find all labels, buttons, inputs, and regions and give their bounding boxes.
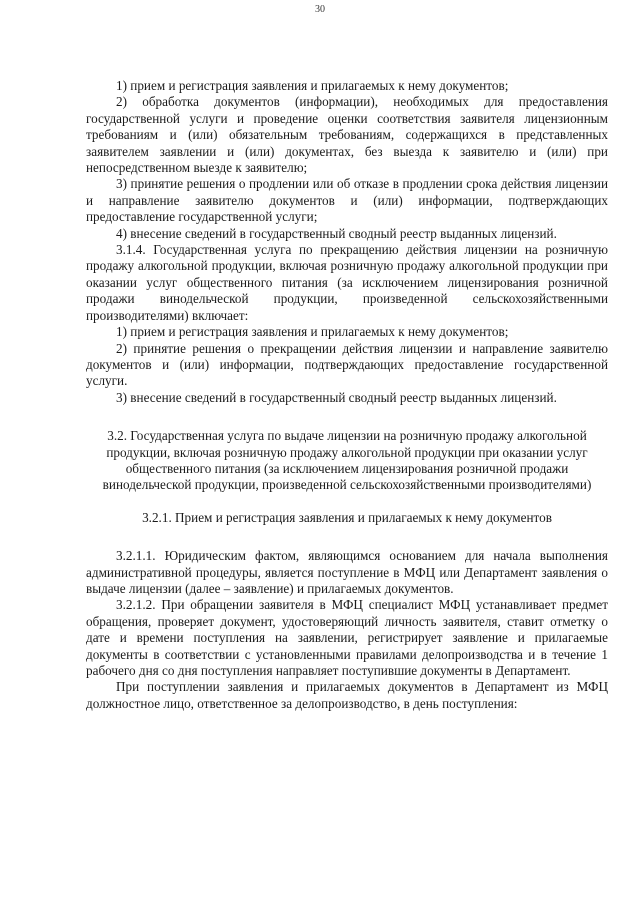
paragraph: 2) обработка документов (информации), необходимых для предоставления государственной услуги и проведение оценки соответствия заявителя лицензионным требованиям и (или) обязательным требованиям, содержащихся в представленных заявителем заявлении и (или) документах, без выезда к заявителю и (или) при непосредственном выезде к заявителю;: [86, 94, 608, 176]
paragraph: 3.2.1.2. При обращении заявителя в МФЦ специалист МФЦ устанавливает предмет обращения, проверяет документ, удостоверяющий личность заявителя, ставит отметку о дате и времени поступления на заявлении, регистрирует заявление и прилагаемые документы в соответствии с установленными правилами делопроизводства и в течение 1 рабочего дня со дня поступления направляет поступившие документы в Департамент.: [86, 597, 608, 678]
paragraph: 3.2.1.1. Юридическим фактом, являющимся основанием для начала выполнения административной процедуры, является поступление в МФЦ или Департамент заявления о выдаче лицензии (далее – заявление) и прилагаемых документов.: [86, 548, 608, 596]
section-heading: 3.2. Государственная услуга по выдаче лицензии на розничную продажу алкогольной продукции, включая розничную продажу алкогольной продукции при оказании услуг общественного питания (за исключением лицензирования розничной продажи винодельческой продукции, произведенной сельскохозяйственными производителями): [102, 428, 592, 493]
document-body: [86, 78, 608, 712]
paragraph: 4) внесение сведений в государственный сводный реестр выданных лицензий.: [116, 225, 557, 241]
subsection-heading: 3.2.1. Прием и регистрация заявления и прилагаемых к нему документов: [142, 509, 552, 525]
page-number: 30: [315, 4, 325, 15]
paragraph: 3) принятие решения о продлении или об отказе в продлении срока действия лицензии и направление заявителю документов и (или) информации, подтверждающих предоставление государственной услуги;: [86, 176, 608, 225]
paragraph: 3) внесение сведений в государственный сводный реестр выданных лицензий.: [116, 389, 557, 405]
paragraph: При поступлении заявления и прилагаемых документов в Департамент из МФЦ должностное лицо, ответственное за делопроизводство, в день поступления:: [86, 679, 608, 711]
paragraph: 1) прием и регистрация заявления и прилагаемых к нему документов;: [116, 324, 509, 340]
paragraph: 1) прием и регистрация заявления и прилагаемых к нему документов;: [116, 78, 509, 93]
paragraph: 2) принятие решения о прекращении действия лицензии и направление заявителю документов и (или) информации, подтверждающих предоставление государственной услуги.: [86, 340, 608, 389]
paragraph: 3.1.4. Государственная услуга по прекращению действия лицензии на розничную продажу алкогольной продукции, включая розничную продажу алкогольной продукции при оказании услуг общественного питания (за исключением лицензирования розничной продажи винодельческой продукции, произведенной сельскохозяйственными производителями) включает:: [86, 242, 608, 323]
